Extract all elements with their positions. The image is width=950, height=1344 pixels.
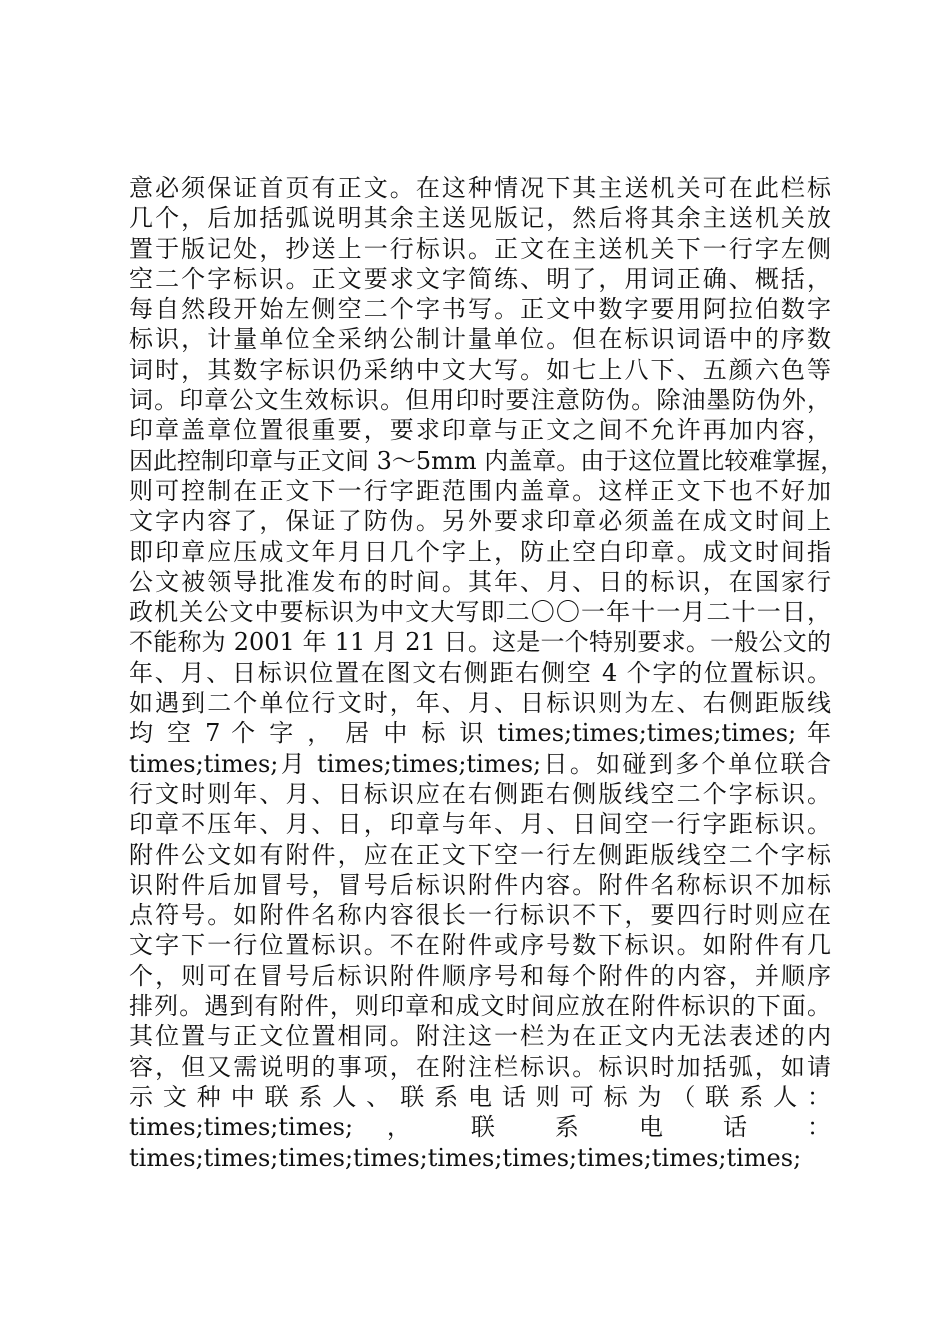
text-line: 行文时则年、月、日标识应在右侧距右侧版线空二个字标识。 xyxy=(129,779,831,808)
text-line: 印章盖章位置很重要，要求印章与正文之间不允许再加内容， xyxy=(129,416,831,445)
text-line: 每自然段开始左侧空二个字书写。正文中数字要用阿拉伯数字 xyxy=(129,295,831,324)
text-line: 文字内容了，保证了防伪。另外要求印章必须盖在成文时间上 xyxy=(129,507,831,536)
text-line: 几个，后加括弧说明其余主送见版记，然后将其余主送机关放 xyxy=(129,204,831,233)
text-line: 附件公文如有附件，应在正文下空一行左侧距版线空二个字标 xyxy=(129,840,831,869)
text-line: 即印章应压成文年月日几个字上，防止空白印章。成文时间指 xyxy=(129,537,831,566)
text-line: 如遇到二个单位行文时，年、月、日标识则为左、右侧距版线 xyxy=(129,689,831,718)
document-body xyxy=(129,173,845,1173)
text-line: 词时，其数字标识仍采纳中文大写。如七上八下、五颜六色等 xyxy=(129,355,831,384)
text-line: 年、月、日标识位置在图文右侧距右侧空 4 个字的位置标识。 xyxy=(129,658,831,687)
text-line: times;times;times;times;times;times;times;times;times; xyxy=(129,1143,802,1172)
text-line: 政机关公文中要标识为中文大写即二〇〇一年十一月二十一日， xyxy=(129,598,831,627)
text-line: 文字下一行位置标识。不在附件或序号数下标识。如附件有几 xyxy=(129,931,831,960)
text-line: 置于版记处，抄送上一行标识。正文在主送机关下一行字左侧 xyxy=(129,234,831,263)
text-line: 公文被领导批准发布的时间。其年、月、日的标识，在国家行 xyxy=(129,567,831,596)
text-line: 点符号。如附件名称内容很长一行标识不下，要四行时则应在 xyxy=(129,901,831,930)
text-line: 空二个字标识。正文要求文字简练、明了，用词正确、概括， xyxy=(129,264,831,293)
text-line: 词。印章公文生效标识。但用印时要注意防伪。除油墨防伪外， xyxy=(129,386,831,415)
text-line: 容，但又需说明的事项，在附注栏标识。标识时加括弧，如请 xyxy=(129,1052,831,1081)
text-line: times;times;times; ， 联 系 电 话 ： xyxy=(129,1113,831,1142)
text-line: 印章不压年、月、日，印章与年、月、日间空一行字距标识。 xyxy=(129,810,831,839)
text-line: 标识，计量单位全采纳公制计量单位。但在标识词语中的序数 xyxy=(129,325,831,354)
text-line: 识附件后加冒号，冒号后标识附件内容。附件名称标识不加标 xyxy=(129,870,831,899)
text-line: 个，则可在冒号后标识附件顺序号和每个附件的内容，并顺序 xyxy=(129,961,831,990)
text-line: times;times;月 times;times;times;日。如碰到多个单位联合 xyxy=(129,749,831,778)
text-line: 均 空 7 个 字 ， 居 中 标 识 times;times;times;times; 年 xyxy=(129,719,831,748)
text-line: 因此控制印章与正文间 3～5mm 内盖章。由于这位置比较难掌握， xyxy=(129,446,845,475)
text-line: 示 文 种 中 联 系 人 、 联 系 电 话 则 可 标 为 （ 联 系 人 ： xyxy=(129,1082,831,1111)
text-line: 排列。遇到有附件，则印章和成文时间应放在附件标识的下面。 xyxy=(129,992,831,1021)
text-line: 不能称为 2001 年 11 月 21 日。这是一个特别要求。一般公文的 xyxy=(129,628,831,657)
text-line: 其位置与正文位置相同。附注这一栏为在正文内无法表述的内 xyxy=(129,1022,831,1051)
text-line: 则可控制在正文下一行字距范围内盖章。这样正文下也不好加 xyxy=(129,476,831,505)
text-line: 意必须保证首页有正文。在这种情况下其主送机关可在此栏标 xyxy=(129,174,831,202)
